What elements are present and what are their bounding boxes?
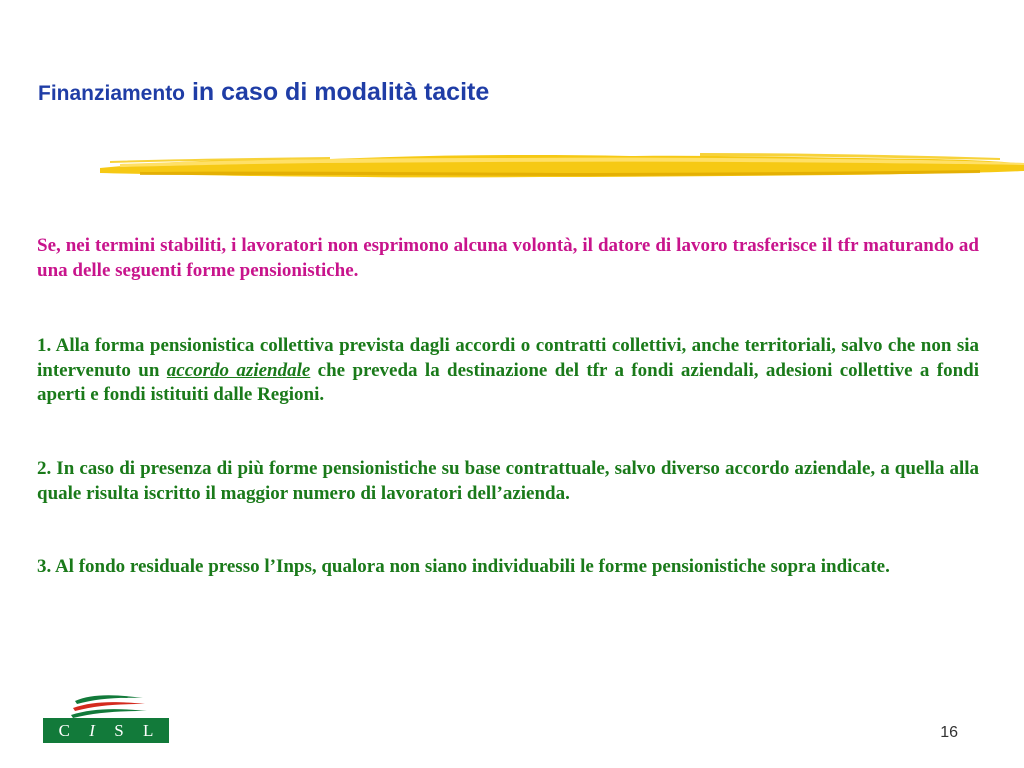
logo-letter-s: S bbox=[114, 721, 124, 740]
list-item-1-text-start: 1. Alla forma pensionistica collettiva prevista dagli accordi o contratti collettivi, anche territoriali, salvo che non sia intervenuto un bbox=[37, 335, 979, 381]
accordo-aziendale-emphasis: accordo aziendale bbox=[166, 359, 311, 381]
logo-letter-c: C bbox=[58, 721, 70, 740]
logo-lettering-box bbox=[43, 718, 169, 743]
yellow-brush-stroke bbox=[100, 146, 1024, 186]
list-item-1-text-end: che preveda la destinazione del tfr a fondi aziendali, adesioni collettive a fondi aperti e fondi istituiti dalle Regioni. bbox=[37, 359, 979, 405]
list-item-1 bbox=[37, 334, 979, 408]
list-item-2: 2. In caso di presenza di più forme pensionistiche su base contrattuale, salvo diverso accordo aziendale, a quella alla quale risulta iscritto il maggior numero di lavoratori dell’azienda. bbox=[37, 458, 979, 504]
logo-waves-icon bbox=[69, 692, 149, 718]
list-item-3: 3. Al fondo residuale presso l’Inps, qualora non siano individuabili le forme pensionistiche sopra indicate. bbox=[37, 556, 890, 577]
cisl-logo bbox=[43, 692, 171, 746]
logo-letter-l: L bbox=[142, 721, 154, 740]
intro-paragraph: Se, nei termini stabiliti, i lavoratori non esprimono alcuna volontà, il datore di lavoro trasferisce il tfr maturando ad una delle seguenti forme pensionistiche. bbox=[37, 235, 979, 281]
page-number: 16 bbox=[940, 724, 958, 741]
logo-letter-i: I bbox=[89, 721, 95, 740]
slide-title bbox=[38, 78, 489, 107]
title-part-1: Finanziamento bbox=[38, 82, 186, 105]
title-part-2: in caso di modalità tacite bbox=[185, 78, 490, 106]
